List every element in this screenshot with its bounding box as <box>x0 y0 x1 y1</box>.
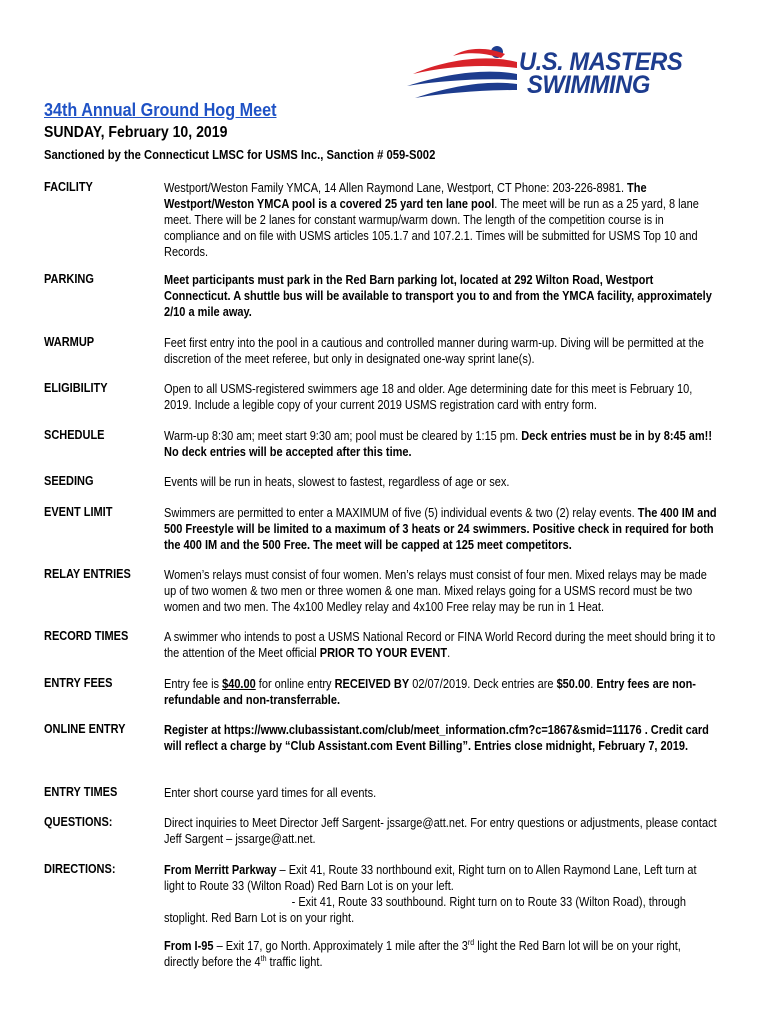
directions-text: From Merritt Parkway – Exit 41, Route 33 northbound exit, Right turn on to Allen Raymond Lane, Left turn at light to Route 33 (Wilton Road) Red Barn Lot is on your left. - Exit 41, Route 33 southbound. Right turn on to Route 33 (Wilton Road), through stoplight. Red Barn Lot is on your right. From I-95 – Exit 17, go North. Approximately 1 mile after the 3rd light the Red Barn lot will be on your right, directly before the 4th traffic light. <box>164 863 697 969</box>
facility-text: Westport/Weston Family YMCA, 14 Allen Raymond Lane, Westport, CT Phone: 203-226-8981. The Westport/Weston YMCA pool is a covered 25 yard ten lane pool. The meet will be run as a 25 yard, 8 lane meet. There will be 2 lanes for constant warmup/warm down. The length of the competition course is in compliance and on file with USMS articles 105.1.7 and 107.2.1. Times will be submitted for USMS Top 10 and Records. <box>164 181 699 259</box>
warmup-text: Feet first entry into the pool in a cautious and controlled manner during warm-up. Diving will be permitted at the discretion of the meet referee, but only in designated one-way sprint lane(s). <box>164 336 704 366</box>
questions-label: QUESTIONS: <box>44 815 113 829</box>
logo-line-1: U.S. MASTERS <box>519 48 683 76</box>
entry-fees-label: ENTRY FEES <box>44 676 113 690</box>
meet-title: 34th Annual Ground Hog Meet <box>44 100 277 120</box>
event-limit-text: Swimmers are permitted to enter a MAXIMUM of five (5) individual events & two (2) relay events. The 400 IM and 500 Freestyle will be limited to a maximum of 3 heats or 24 swimmers. Positive check in required for both the 400 IM and the 500 Free. The meet will be capped at 125 meet competitors. <box>164 506 717 552</box>
entry-fee-amount: $40.00 <box>222 677 256 691</box>
directions-label: DIRECTIONS: <box>44 862 116 876</box>
entry-times-label: ENTRY TIMES <box>44 785 118 799</box>
relay-entries-text: Women’s relays must consist of four women. Men’s relays must consist of four men. Mixed relays may be made up of two women & two men or three women & one man. Mixed relays going for a USMS record must be two women and two men. The 4x100 Medley relay and 4x100 Free relay may be run in 1 Heat. <box>164 568 707 614</box>
seeding-text: Events will be run in heats, slowest to fastest, regardless of age or sex. <box>164 475 510 489</box>
parking-label: PARKING <box>44 272 94 286</box>
logo-line-2: SWIMMING <box>527 71 650 99</box>
sanction-line: Sanctioned by the Connecticut LMSC for USMS Inc., Sanction # 059-S002 <box>44 148 436 162</box>
record-times-label: RECORD TIMES <box>44 629 129 643</box>
relay-entries-label: RELAY ENTRIES <box>44 567 131 581</box>
meet-date: SUNDAY, February 10, 2019 <box>44 124 228 141</box>
usms-logo <box>405 44 683 100</box>
facility-label: FACILITY <box>44 180 93 194</box>
eligibility-label: ELIGIBILITY <box>44 381 108 395</box>
online-entry-label: ONLINE ENTRY <box>44 722 126 736</box>
seeding-label: SEEDING <box>44 474 94 488</box>
questions-text: Direct inquiries to Meet Director Jeff Sargent- jssarge@att.net. For entry questions or adjustments, please contact Jeff Sargent – jssarge@att.net. <box>164 816 717 846</box>
entry-times-text: Enter short course yard times for all events. <box>164 786 377 800</box>
record-times-text: A swimmer who intends to post a USMS National Record or FINA World Record during the meet should bring it to the attention of the Meet official PRIOR TO YOUR EVENT. <box>164 630 716 660</box>
event-limit-label: EVENT LIMIT <box>44 505 113 519</box>
warmup-label: WARMUP <box>44 335 95 349</box>
eligibility-text: Open to all USMS-registered swimmers age 18 and older. Age determining date for this meet is February 10, 2019. Include a legible copy of your current 2019 USMS registration card with entry form. <box>164 382 693 412</box>
swimmer-logo-icon <box>405 44 525 100</box>
schedule-text: Warm-up 8:30 am; meet start 9:30 am; pool must be cleared by 1:15 pm. Deck entries must be in by 8:45 am!! No deck entries will be accepted after this time. <box>164 429 713 459</box>
online-entry-text: Register at https://www.clubassistant.com/club/meet_information.cfm?c=1867&smid=11176 . Credit card will reflect a charge by “Club Assistant.com Event Billing”. Entries close midnight, February 7, 2019. <box>164 723 709 753</box>
entry-fees-text: Entry fee is $40.00 for online entry RECEIVED BY 02/07/2019. Deck entries are $50.00. Entry fees are non-refundable and non-transferrable. <box>164 677 696 707</box>
parking-text: Meet participants must park in the Red Barn parking lot, located at 292 Wilton Road, Westport Connecticut. A shuttle bus will be available to transport you to and from the YMCA facility, approximately 2/10 a mile away. <box>164 273 712 319</box>
schedule-label: SCHEDULE <box>44 428 105 442</box>
